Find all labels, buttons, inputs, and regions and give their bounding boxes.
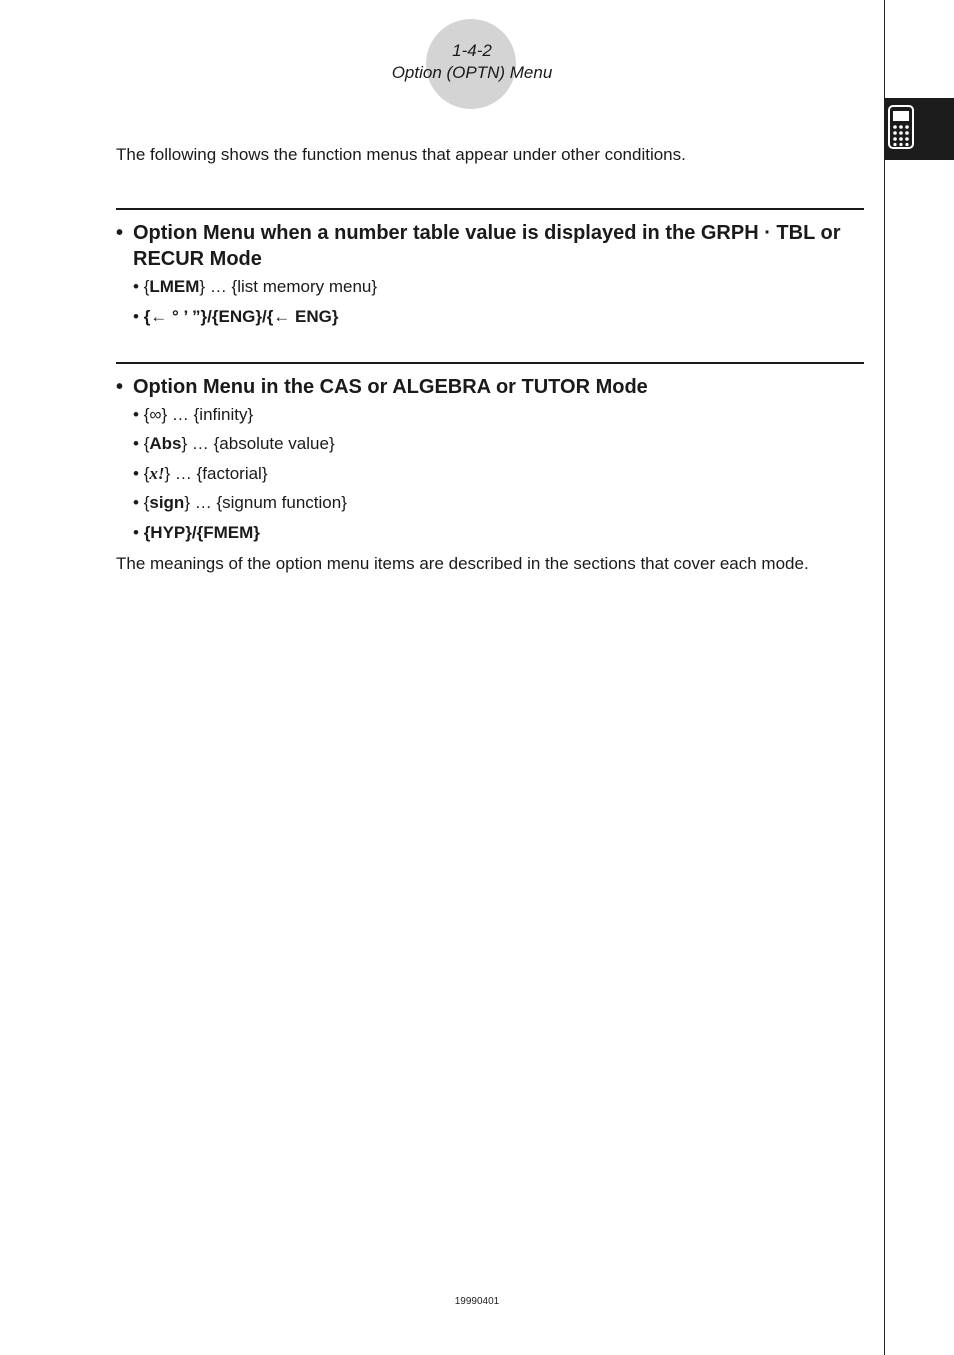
list-item	[133, 492, 864, 514]
section-heading-text: Option Menu in the CAS or ALGEBRA or TUTOR Mode	[133, 375, 648, 398]
page-title: Option (OPTN) Menu	[391, 63, 553, 82]
item-bullet: •	[133, 404, 139, 424]
item-description: … {infinity}	[167, 404, 254, 424]
brace-open: {	[143, 277, 150, 296]
brace-open: {	[143, 493, 150, 513]
section-heading	[116, 374, 864, 400]
item-bullet: •	[133, 306, 139, 326]
brace-close: }	[161, 404, 168, 424]
list-item	[133, 306, 864, 328]
section-divider	[116, 208, 864, 210]
brace-close: }	[184, 493, 191, 513]
item-bullet: •	[133, 493, 139, 513]
menu-key: {← ° ’ ”}/{ENG}/{← ENG}	[143, 306, 339, 326]
menu-key: {HYP}/{FMEM}	[143, 522, 260, 542]
item-description: … {list memory menu}	[205, 277, 378, 296]
section-divider	[116, 362, 864, 364]
item-bullet: •	[133, 434, 139, 454]
chapter-tab	[884, 98, 954, 160]
page-content	[116, 143, 864, 576]
brace-open: {	[143, 404, 150, 424]
page-header	[330, 40, 614, 84]
item-bullet: •	[133, 463, 139, 483]
brace-open: {	[143, 434, 150, 454]
item-description: … {signum function}	[190, 493, 347, 513]
menu-key: ∞	[149, 404, 162, 424]
menu-key: LMEM	[149, 277, 200, 296]
page-number: 1-4-2	[452, 41, 492, 60]
item-description: … {factorial}	[170, 463, 268, 483]
menu-item-list	[133, 404, 864, 544]
brace-close: }	[181, 434, 188, 454]
heading-bullet: •	[116, 222, 124, 244]
list-item	[133, 433, 864, 455]
footer-code: 19990401	[454, 1296, 500, 1307]
menu-item-list	[133, 276, 864, 328]
menu-key: x!	[149, 463, 165, 483]
list-item	[133, 276, 864, 298]
menu-key: sign	[149, 493, 185, 513]
heading-bullet: •	[116, 375, 124, 398]
menu-key: Abs	[149, 434, 182, 454]
item-description: … {absolute value}	[187, 434, 335, 454]
section-heading-text: Option Menu when a number table value is displayed in the GRPH · TBL or RECUR Mode	[133, 222, 841, 270]
item-bullet: •	[133, 522, 139, 542]
intro-paragraph: The following shows the function menus that appear under other conditions.	[116, 145, 686, 164]
brace-open: {	[143, 463, 150, 483]
section-heading	[116, 220, 864, 272]
closing-paragraph: The meanings of the option menu items are described in the sections that cover each mode.	[116, 553, 809, 573]
list-item	[133, 522, 864, 544]
brace-close: }	[164, 463, 171, 483]
brace-close: }	[199, 277, 206, 296]
calculator-icon	[888, 105, 914, 149]
item-bullet: •	[133, 277, 139, 296]
list-item	[133, 463, 864, 485]
list-item	[133, 404, 864, 426]
margin-rule	[884, 0, 885, 1355]
